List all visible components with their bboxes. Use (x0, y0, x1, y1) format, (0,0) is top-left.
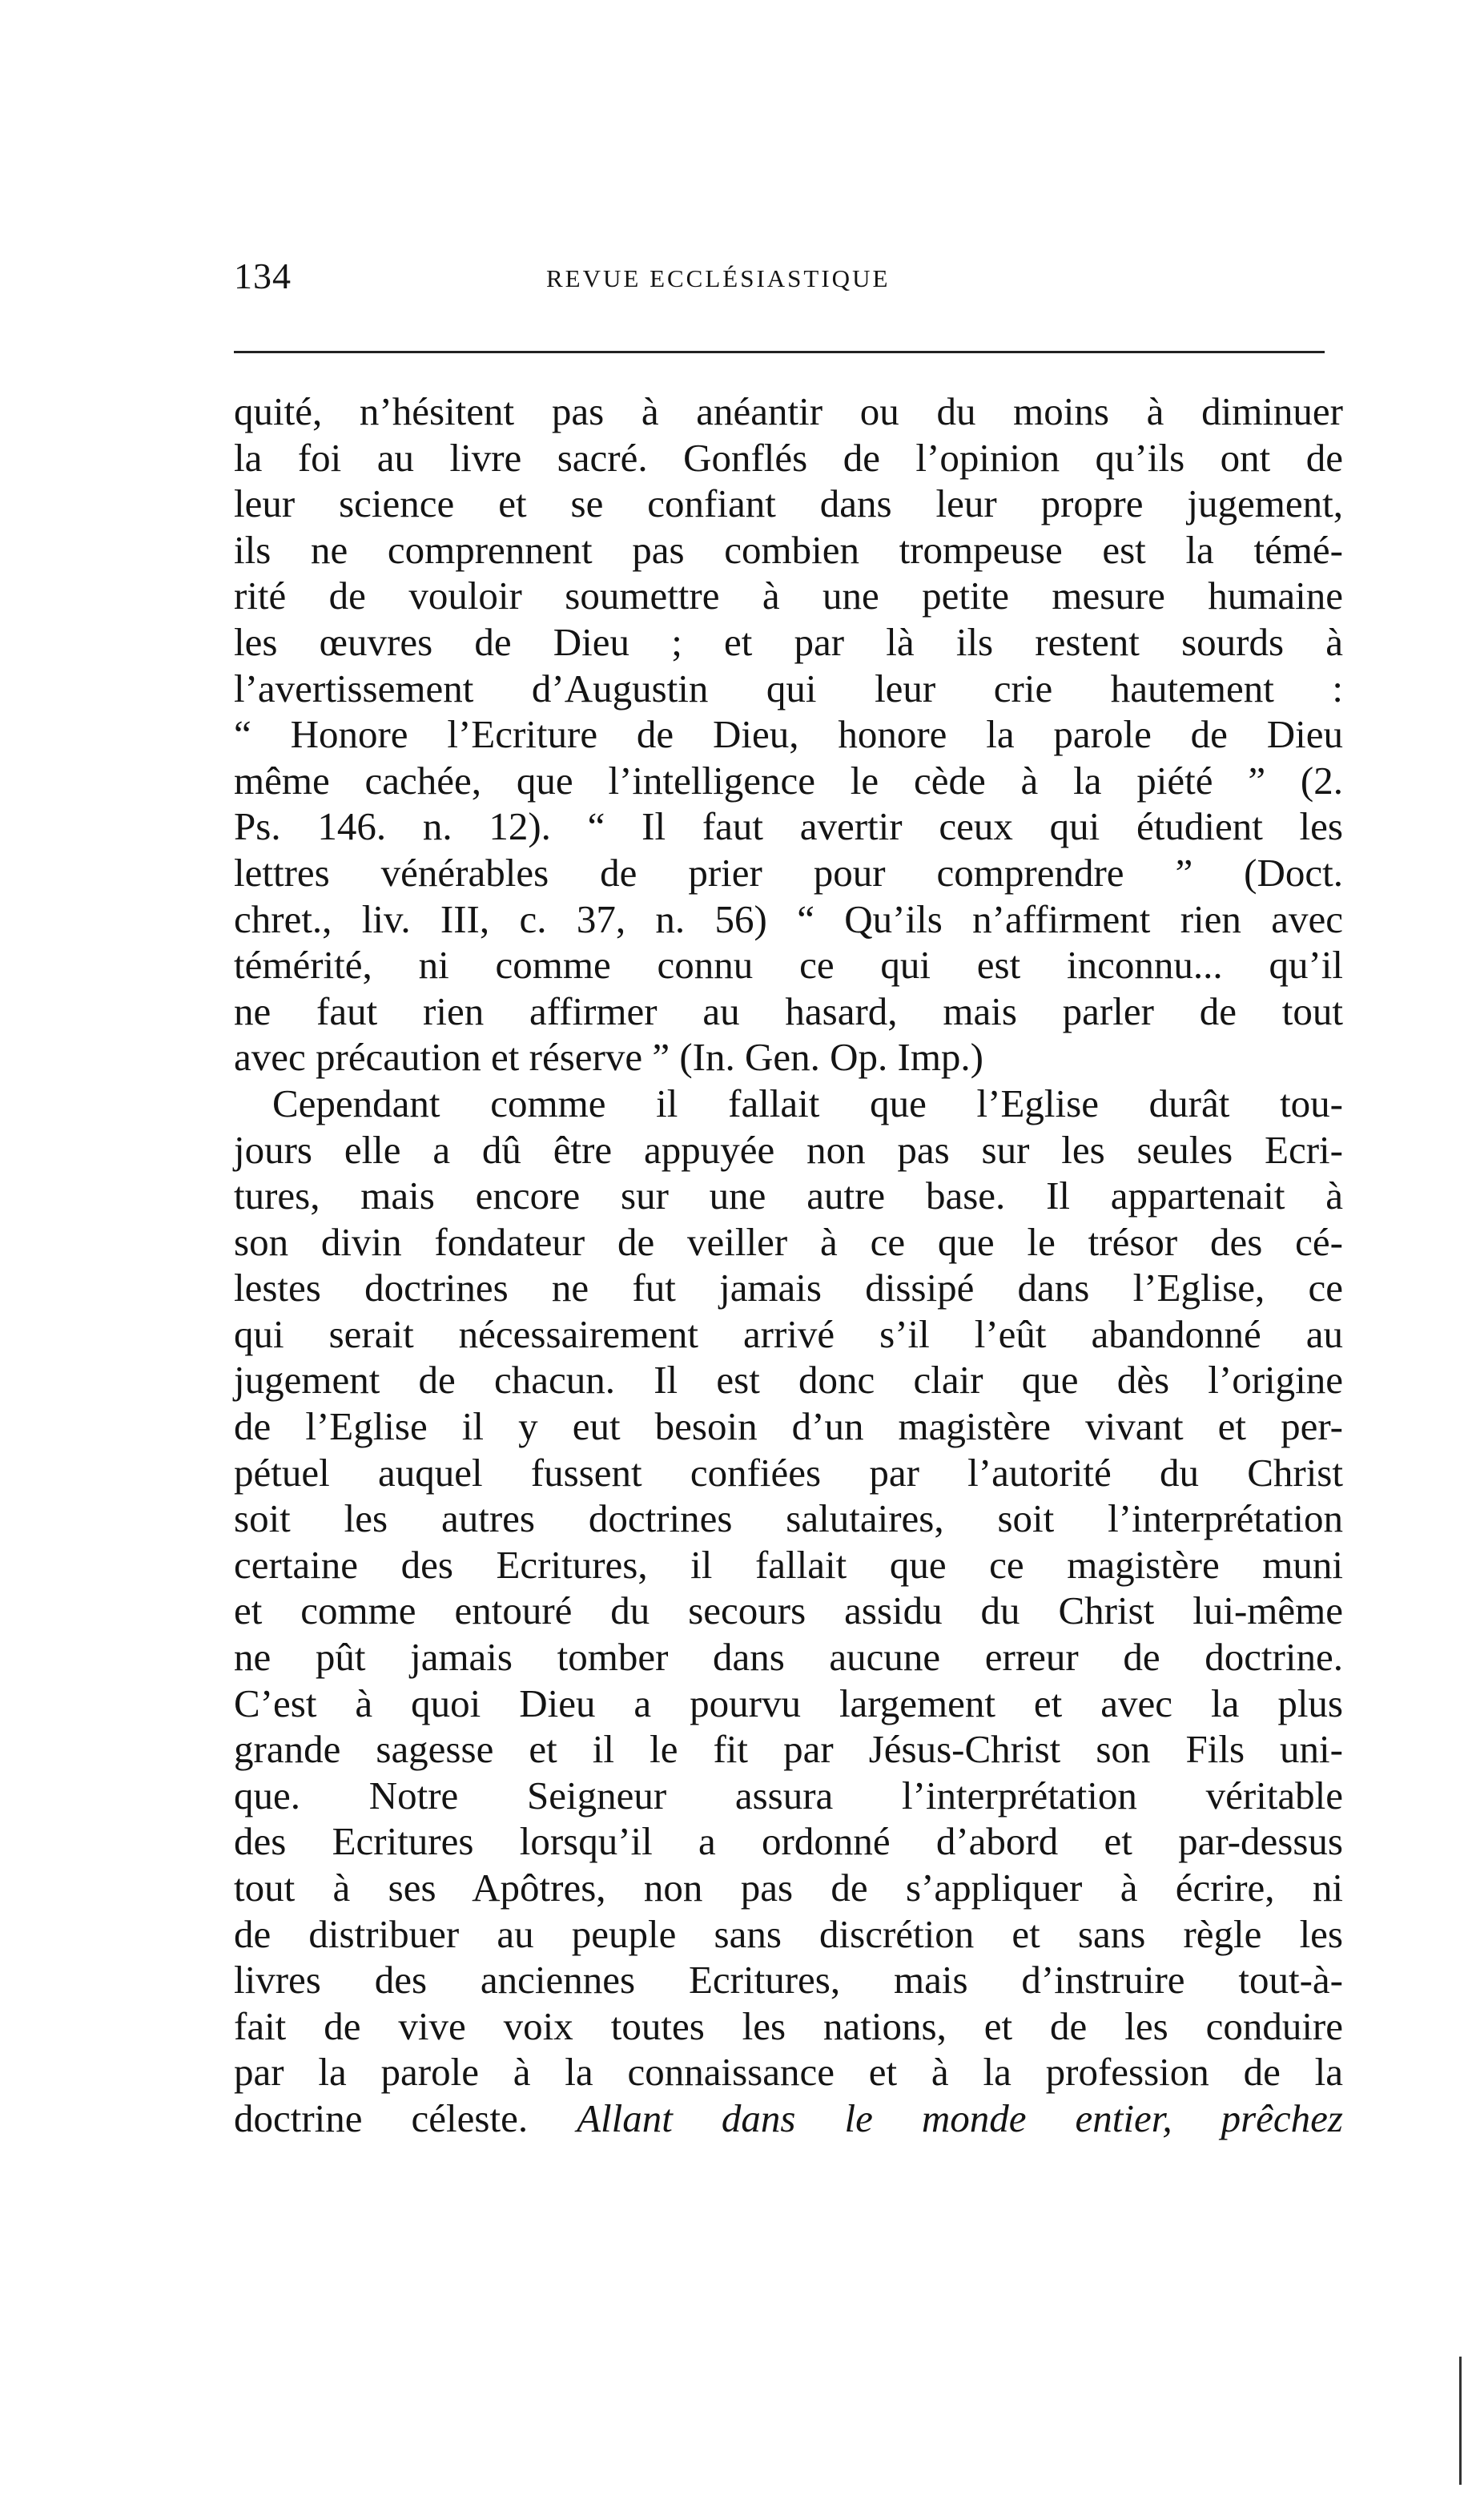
text-line: grande sagesse et il le fit par Jésus-Christ son Fils uni- (234, 1727, 1343, 1772)
header-rule (234, 351, 1325, 353)
text-line: Ps. 146. n. 12). “ Il faut avertir ceux qui étudient les (234, 804, 1343, 849)
final-line-roman: doctrine céleste. (234, 2095, 577, 2140)
text-line: lettres vénérables de prier pour comprendre ” (Doct. (234, 850, 1343, 895)
text-line: C’est à quoi Dieu a pourvu largement et avec la plus (234, 1681, 1343, 1725)
text-line: pétuel auquel fussent confiées par l’autorité du Christ (234, 1450, 1343, 1495)
text-line: les œuvres de Dieu ; et par là ils restent sourds à (234, 619, 1343, 664)
text-line: ne pût jamais tomber dans aucune erreur de doctrine. (234, 1635, 1343, 1680)
paragraph-2 (234, 1081, 1343, 2142)
text-line: qui serait nécessairement arrivé s’il l’eût abandonné au (234, 1311, 1343, 1356)
running-title: REVUE ECCLÉSIASTIQUE (546, 264, 891, 292)
text-line: livres des anciennes Ecritures, mais d’instruire tout-à- (234, 1958, 1343, 2003)
text-line: lestes doctrines ne fut jamais dissipé dans l’Eglise, ce (234, 1266, 1343, 1310)
text-line: chret., liv. III, c. 37, n. 56) “ Qu’ils n’affirment rien avec (234, 896, 1343, 941)
paragraph-1 (234, 388, 1343, 1081)
text-line: leur science et se confiant dans leur propre jugement, (234, 481, 1343, 526)
page-number: 134 (234, 256, 292, 296)
text-line: la foi au livre sacré. Gonflés de l’opinion qu’ils ont de (234, 435, 1343, 480)
text-line: témérité, ni comme connu ce qui est inconnu... qu’il (234, 943, 1343, 988)
text-line: de distribuer au peuple sans discrétion et sans règle les (234, 1911, 1343, 1956)
text-line: jugement de chacun. Il est donc clair que dès l’origine (234, 1358, 1343, 1403)
text-line: “ Honore l’Ecriture de Dieu, honore la parole de Dieu (234, 712, 1343, 757)
text-line: jours elle a dû être appuyée non pas sur les seules Ecri- (234, 1127, 1343, 1172)
body-text (234, 388, 1343, 2142)
text-line: ils ne comprennent pas combien trompeuse est la témé- (234, 527, 1343, 572)
page-header (234, 255, 1339, 303)
text-line: quité, n’hésitent pas à anéantir ou du moins à diminuer (234, 389, 1343, 433)
text-line: tures, mais encore sur une autre base. Il appartenait à (234, 1173, 1343, 1218)
margin-mark (1459, 2357, 1462, 2485)
text-line: soit les autres doctrines salutaires, soit l’interprétation (234, 1496, 1343, 1541)
text-line: avec précaution et réserve ” (In. Gen. Op. Imp.) (234, 1035, 984, 1080)
text-line: même cachée, que l’intelligence le cède à la piété ” (2. (234, 758, 1343, 803)
text-line: par la parole à la connaissance et à la profession de la (234, 2050, 1343, 2095)
text-line: et comme entouré du secours assidu du Christ lui-même (234, 1588, 1343, 1633)
text-line: certaine des Ecritures, il fallait que ce magistère muni (234, 1542, 1343, 1587)
text-line: tout à ses Apôtres, non pas de s’appliquer à écrire, ni (234, 1866, 1343, 1910)
text-line: rité de vouloir soumettre à une petite mesure humaine (234, 574, 1343, 618)
text-line: de l’Eglise il y eut besoin d’un magistère vivant et per- (234, 1404, 1343, 1449)
text-line: son divin fondateur de veiller à ce que le trésor des cé- (234, 1219, 1343, 1264)
text-line: Cependant comme il fallait que l’Eglise durât tou- (272, 1081, 1343, 1125)
text-line: que. Notre Seigneur assura l’interprétation véritable (234, 1773, 1343, 1818)
final-text-line (234, 2095, 1343, 2142)
text-line: des Ecritures lorsqu’il a ordonné d’abord et par-dessus (234, 1819, 1343, 1864)
final-line-italic: Allant dans le monde entier, prêchez (577, 2095, 1343, 2140)
text-line: fait de vive voix toutes les nations, et de les conduire (234, 2003, 1343, 2048)
text-line: l’avertissement d’Augustin qui leur crie hautement : (234, 666, 1343, 711)
text-line: ne faut rien affirmer au hasard, mais parler de tout (234, 988, 1343, 1033)
